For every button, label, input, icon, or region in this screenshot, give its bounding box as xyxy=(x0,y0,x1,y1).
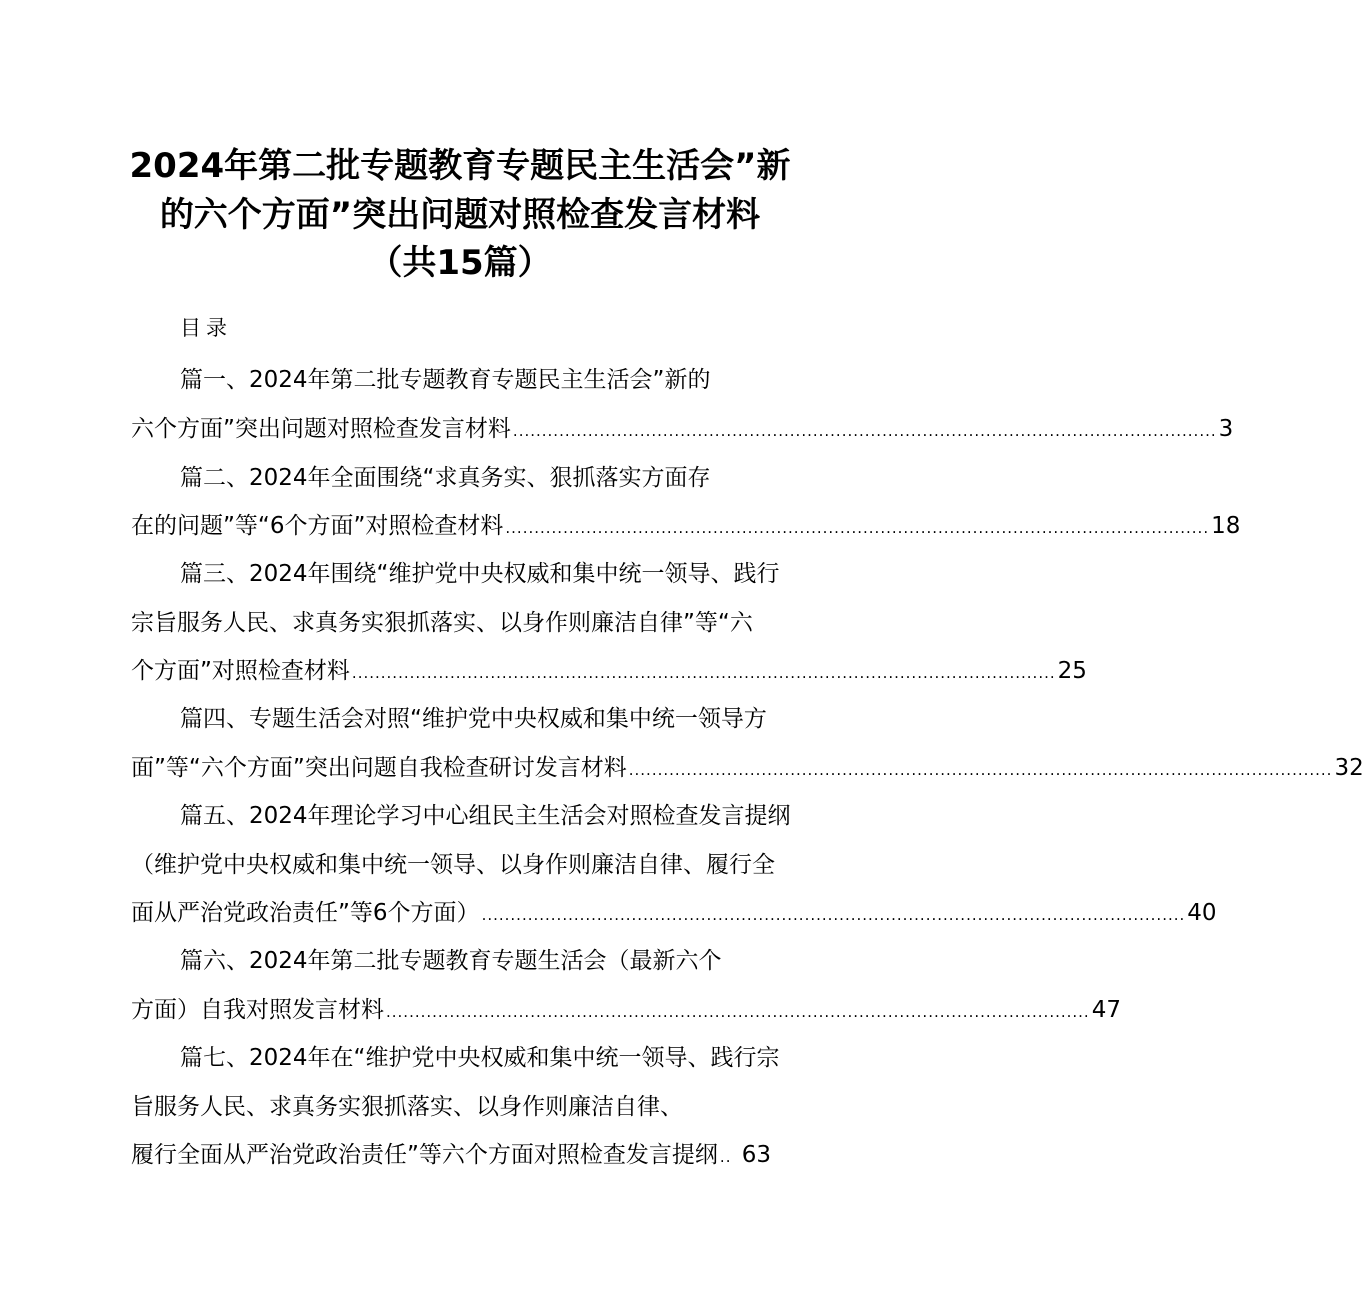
toc-entry-7[interactable] xyxy=(131,1135,771,1175)
toc-entry-3-title: 个方面”对照检查材料 xyxy=(131,658,350,684)
toc-leader-dots: .......................................................................................................................... xyxy=(512,422,1217,440)
toc-entry-1-title: 六个方面”突出问题对照检查发言材料 xyxy=(131,416,511,442)
toc-entry-5-page: 40 xyxy=(1187,900,1217,926)
toc-entry-4-line-1: 篇四、专题生活会对照“维护党中央权威和集中统一领导方 xyxy=(180,706,767,732)
toc-entry-6-title: 方面）自我对照发言材料 xyxy=(131,997,384,1023)
toc-entry-5-line-1: 篇五、2024年理论学习中心组民主生活会对照检查发言提纲 xyxy=(180,803,791,829)
toc-leader-dots: .......................................................................................................................... xyxy=(505,519,1210,537)
toc-leader-dots: .......................................................................................................................... xyxy=(351,664,1056,682)
toc-entry-2-page: 18 xyxy=(1211,513,1241,539)
document-title-line-1: 2024年第二批专题教育专题民主生活会”新 xyxy=(129,146,791,186)
toc-leader-dots: .......................................................................................................................... xyxy=(481,906,1186,924)
toc-entry-4-title: 面”等“六个方面”突出问题自我检查研讨发言材料 xyxy=(131,755,627,781)
toc-entry-3-line-2: 宗旨服务人民、求真务实狠抓落实、以身作则廉洁自律”等“六 xyxy=(131,610,753,636)
toc-entry-2-line-1: 篇二、2024年全面围绕“求真务实、狠抓落实方面存 xyxy=(180,465,711,491)
document-title-line-2: 的六个方面”突出问题对照检查发言材料 xyxy=(159,195,761,235)
toc-entry-3[interactable] xyxy=(131,651,1087,691)
toc-entry-4[interactable] xyxy=(131,748,1364,788)
toc-entry-3-line-1: 篇三、2024年围绕“维护党中央权威和集中统一领导、践行 xyxy=(180,561,780,587)
document-title-line-3: （共15篇） xyxy=(368,243,552,283)
toc-entry-7-line-1: 篇七、2024年在“维护党中央权威和集中统一领导、践行宗 xyxy=(180,1045,780,1071)
toc-entry-5-line-2: （维护党中央权威和集中统一领导、以身作则廉洁自律、履行全 xyxy=(131,852,775,878)
toc-entry-6[interactable] xyxy=(131,990,1121,1030)
toc-entry-5-title: 面从严治党政治责任”等6个方面） xyxy=(131,900,480,926)
toc-entry-4-page: 32 xyxy=(1334,755,1364,781)
toc-entry-3-page: 25 xyxy=(1057,658,1087,684)
toc-entry-1-line-1: 篇一、2024年第二批专题教育专题民主生活会”新的 xyxy=(180,367,711,393)
toc-entry-2[interactable] xyxy=(131,506,1241,546)
toc-entry-7-title: 履行全面从严治党政治责任”等六个方面对照检查发言提纲 xyxy=(131,1142,718,1168)
toc-entry-5[interactable] xyxy=(131,893,1217,933)
toc-entry-2-title: 在的问题”等“6个方面”对照检查材料 xyxy=(131,513,504,539)
toc-entry-6-line-1: 篇六、2024年第二批专题教育专题生活会（最新六个 xyxy=(180,948,722,974)
toc-entry-7-page: 63 xyxy=(741,1142,771,1168)
toc-entry-6-page: 47 xyxy=(1091,997,1121,1023)
toc-entry-1-page: 3 xyxy=(1218,416,1234,442)
toc-leader-dots: .. xyxy=(719,1148,732,1166)
toc-leader-dots: .......................................................................................................................... xyxy=(386,1003,1090,1021)
toc-leader-dots: .......................................................................................................................... xyxy=(628,761,1333,779)
toc-heading: 目录 xyxy=(180,316,232,340)
toc-entry-1[interactable] xyxy=(131,409,1234,449)
toc-entry-7-line-2: 旨服务人民、求真务实狠抓落实、以身作则廉洁自律、 xyxy=(131,1094,683,1120)
